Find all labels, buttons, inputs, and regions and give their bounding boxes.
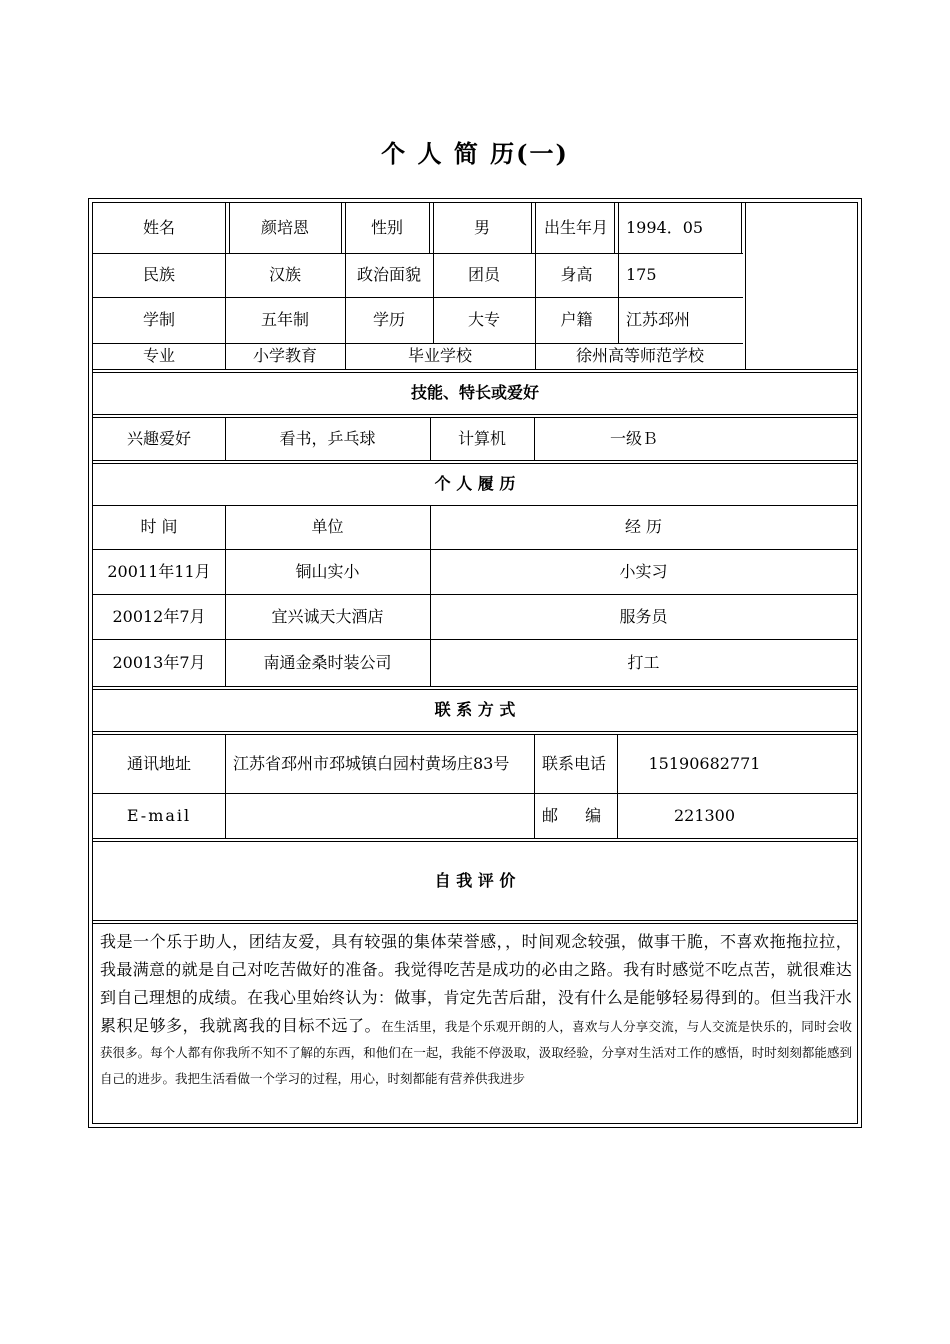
history-col-time: 时 间: [140, 517, 178, 536]
self-eval-text-main: 我是一个乐于助人，团结友爱，具有较强的集体荣誉感，，时间观念较强，做事干脆，不喜欢拖拖拉拉，我最满意的就是自己对吃苦做好的准备。我觉得吃苦是成功的必由之路。我有时感觉不吃点苦，就很难达到自己理想的成绩。在我心里始终认为：做事，肯定先苦后甜，没有什么是能够轻易得到的。但当我汗水累积足够多，我就离我的目标不远了。: [100, 932, 852, 1035]
page-title: 个 人 简 历(一): [381, 139, 569, 168]
history-row-time: 20012年7月: [112, 606, 206, 626]
history-col-unit: 单位: [311, 517, 344, 536]
email-value: [225, 793, 534, 838]
zip-label: 邮 编: [542, 805, 602, 825]
zip-value: 221300: [673, 805, 736, 825]
computer-label: 计算机: [457, 428, 506, 448]
history-row-exp: 打工: [627, 652, 660, 672]
history-row-exp: 服务员: [619, 606, 668, 626]
phone-label: 联系电话: [542, 753, 607, 773]
self-eval-text: [100, 928, 852, 1092]
hobby-label: 兴趣爱好: [126, 428, 191, 448]
politics-label: 政治面貌: [356, 265, 421, 284]
politics-value: 团员: [467, 265, 500, 284]
schooling-label: 学制: [142, 310, 175, 329]
contact-heading: 联 系 方 式: [434, 700, 516, 719]
ethnicity-label: 民族: [142, 265, 175, 284]
birth-label: 出生年月: [543, 218, 608, 237]
major-value: 小学教育: [252, 346, 317, 365]
history-row-unit: 铜山实小: [295, 561, 360, 581]
history-row-time: 20013年7月: [112, 652, 206, 672]
history-row-unit: 宜兴诚天大酒店: [271, 606, 384, 626]
gender-label: 性别: [370, 218, 403, 237]
hukou-value: 江苏邳州: [626, 310, 691, 329]
skills-heading: 技能、特长或爱好: [410, 383, 539, 402]
self-eval-heading: 自 我 评 价: [434, 870, 516, 890]
history-row-exp: 小实习: [619, 561, 668, 581]
name-value: 颜培恩: [260, 218, 309, 237]
hobby-value: 看书，乒乓球: [279, 428, 376, 448]
phone-value: 15190682771: [648, 753, 761, 773]
major-label: 专业: [142, 346, 175, 365]
height-label: 身高: [560, 265, 593, 284]
history-row-unit: 南通金桑时装公司: [263, 652, 392, 672]
ethnicity-value: 汉族: [268, 265, 301, 284]
address-label: 通讯地址: [126, 753, 191, 773]
history-col-exp: 经 历: [624, 517, 663, 536]
email-label: E-mail: [126, 805, 192, 825]
address-value: 江苏省邳州市邳城镇白园村黄场庄83号: [233, 753, 510, 773]
education-label: 学历: [372, 310, 405, 329]
gender-value: 男: [473, 218, 490, 237]
schooling-value: 五年制: [260, 310, 309, 329]
school-label: 毕业学校: [407, 346, 472, 365]
history-heading: 个 人 履 历: [434, 474, 516, 493]
education-value: 大专: [467, 310, 500, 329]
history-row-time: 20011年11月: [107, 561, 211, 581]
birth-value: 1994．05: [626, 218, 704, 237]
height-value: 175: [626, 265, 657, 284]
self-eval-text-small: 在生活里，我是个乐观开朗的人，喜欢与人分享交流，与人交流是快乐的，同时会收获很多。每个人都有你我所不知不了解的东西，和他们在一起，我能不停汲取，汲取经验，分享对生活对工作的感悟，时时刻刻都能感到自己的进步。我把生活看做一个学习的过程，用心，时刻都能有营养供我进步: [100, 1019, 852, 1086]
computer-value: 一级Ｂ: [609, 428, 658, 448]
name-label: 姓名: [142, 218, 175, 237]
school-value: 徐州高等师范学校: [575, 346, 704, 365]
hukou-label: 户籍: [560, 310, 593, 329]
